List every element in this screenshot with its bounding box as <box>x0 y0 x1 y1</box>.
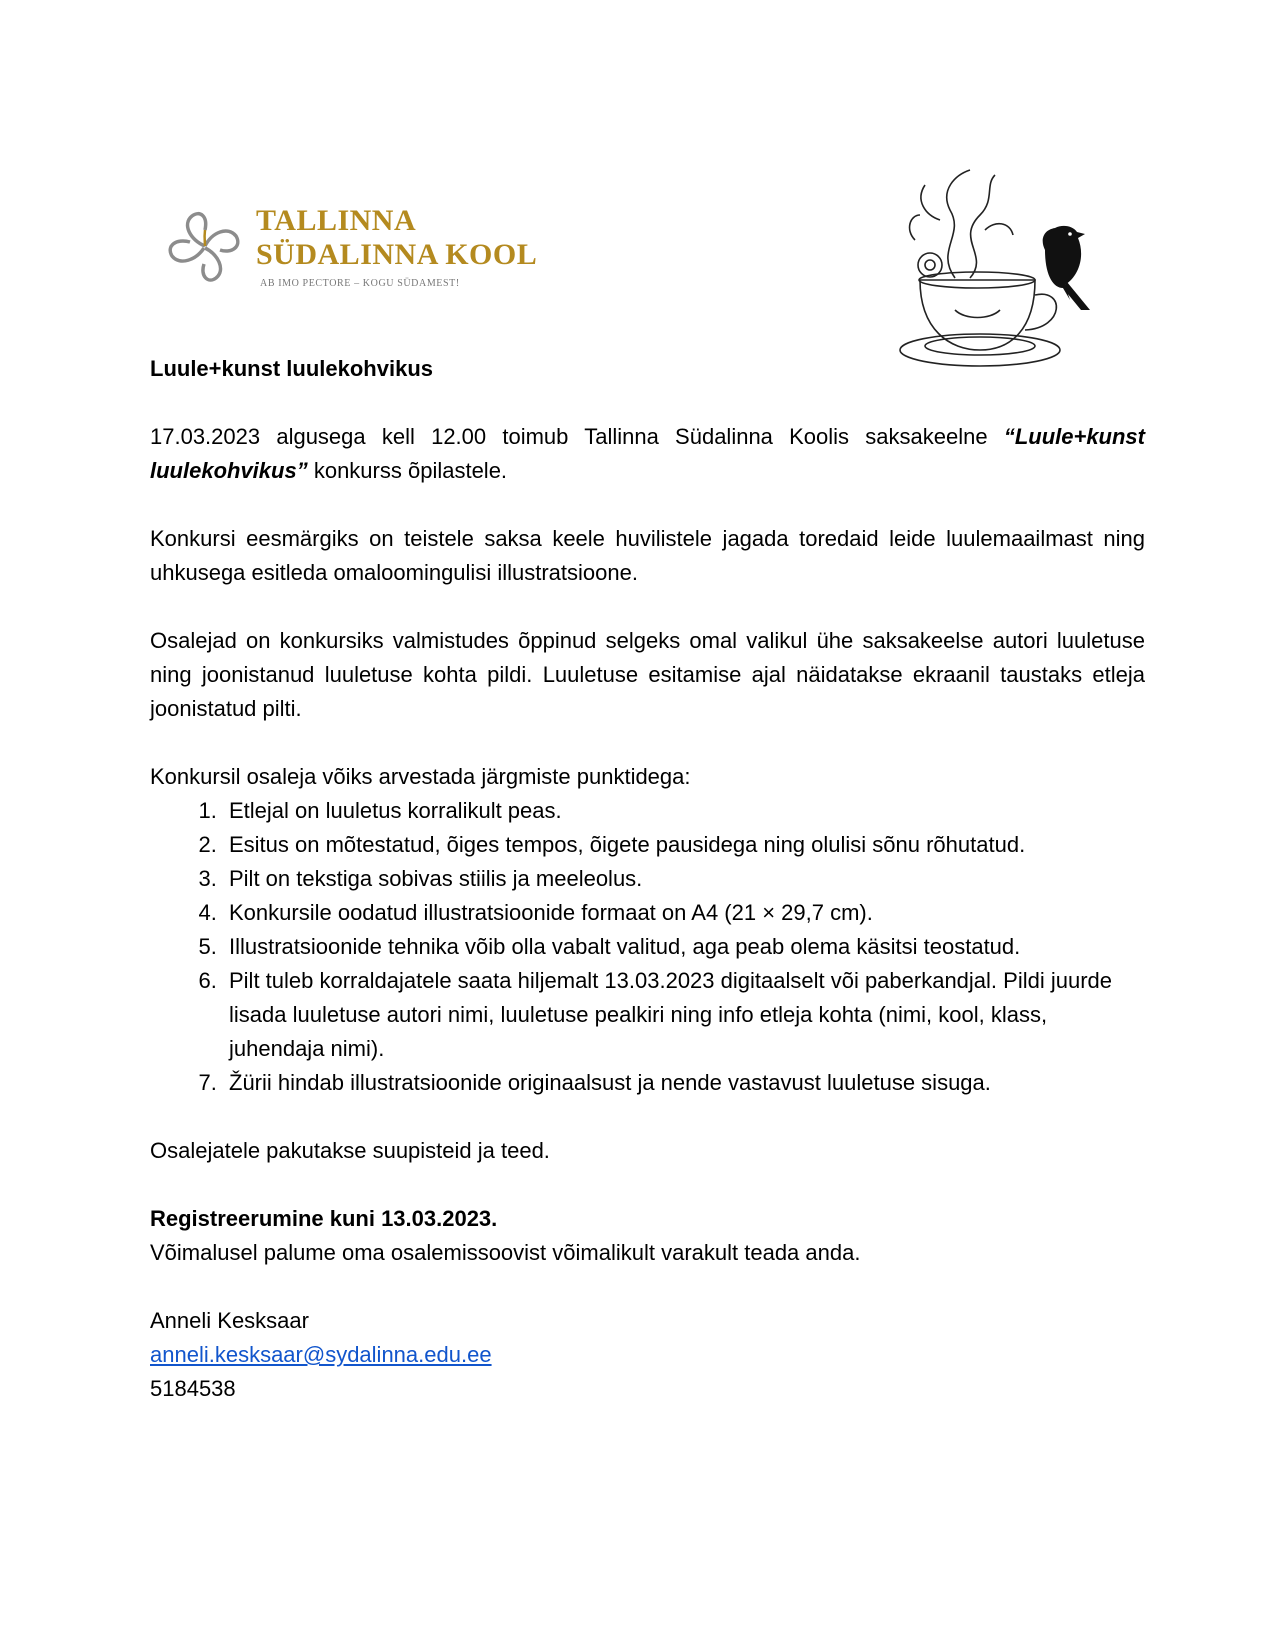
logo-line-2: SÜDALINNA KOOL <box>256 238 538 271</box>
contact-name: Anneli Kesksaar <box>150 1308 309 1333</box>
refreshments-text: Osalejatele pakutakse suupisteid ja teed. <box>150 1138 550 1163</box>
list-item: 1. Etlejal on luuletus korralikult peas. <box>223 794 1145 828</box>
list-item: 5. Illustratsioonide tehnika võib olla vabalt valitud, aga peab olema käsitsi teostatud. <box>223 930 1145 964</box>
list-item: 3. Pilt on tekstiga sobivas stiilis ja meeleolus. <box>223 862 1145 896</box>
contact-phone: 5184538 <box>150 1376 236 1401</box>
list-intro: Konkursil osaleja võiks arvestada järgmiste punktidega: <box>150 764 691 789</box>
document-body <box>150 352 1145 1406</box>
logo-motto: AB IMO PECTORE – KOGU SÜDAMEST! <box>260 278 460 289</box>
logo-line-1: TALLINNA <box>256 204 417 237</box>
registration-note: Võimalusel palume oma osalemissoovist võimalikult varakult teada anda. <box>150 1240 861 1265</box>
registration-deadline: Registreerumine kuni 13.03.2023. <box>150 1206 498 1231</box>
intro-text-after: konkurss õpilastele. <box>307 458 508 483</box>
criteria-list <box>150 794 1145 1100</box>
page-title: Luule+kunst luulekohvikus <box>150 356 434 381</box>
list-item: 6. Pilt tuleb korraldajatele saata hiljemalt 13.03.2023 digitaalselt või paberkandjal. Pildi juurde lisada luuletuse autori nimi, luuletuse pealkiri ning info etleja kohta (nimi, kool, klass, juhendaja nimi). <box>223 964 1145 1066</box>
contact-email-link[interactable]: anneli.kesksaar@sydalinna.edu.ee <box>150 1342 492 1367</box>
participants-paragraph: Osalejad on konkursiks valmistudes õppinud selgeks omal valikul ühe saksakeelse autori luuletuse ning joonistanud luuletuse kohta pildi. Luuletuse esitamise ajal näidatakse ekraanil taustaks etleja joonistatud pilti. <box>150 628 1145 721</box>
goal-paragraph: Konkursi eesmärgiks on teistele saksa keele huvilistele jagada toredaid leide luulemaailmast ning uhkusega esitleda omaloomingulisi illustratsioone. <box>150 526 1145 585</box>
list-item: 4. Konkursile oodatud illustratsioonide formaat on A4 (21 × 29,7 cm). <box>223 896 1145 930</box>
list-item: 2. Esitus on mõtestatud, õiges tempos, õigete pausidega ning olulisi sõnu rõhutatud. <box>223 828 1145 862</box>
event-name: “Luule+kunst luulekohvikus” <box>150 424 1145 483</box>
school-logo <box>160 190 540 300</box>
intro-text-before: 17.03.2023 algusega kell 12.00 toimub Tallinna Südalinna Koolis saksakeelne <box>150 424 1004 449</box>
intro-paragraph <box>150 420 1145 488</box>
list-item: 7. Žürii hindab illustratsioonide originaalsust ja nende vastavust luuletuse sisuga. <box>223 1066 1145 1100</box>
clover-heart-icon <box>160 202 250 292</box>
